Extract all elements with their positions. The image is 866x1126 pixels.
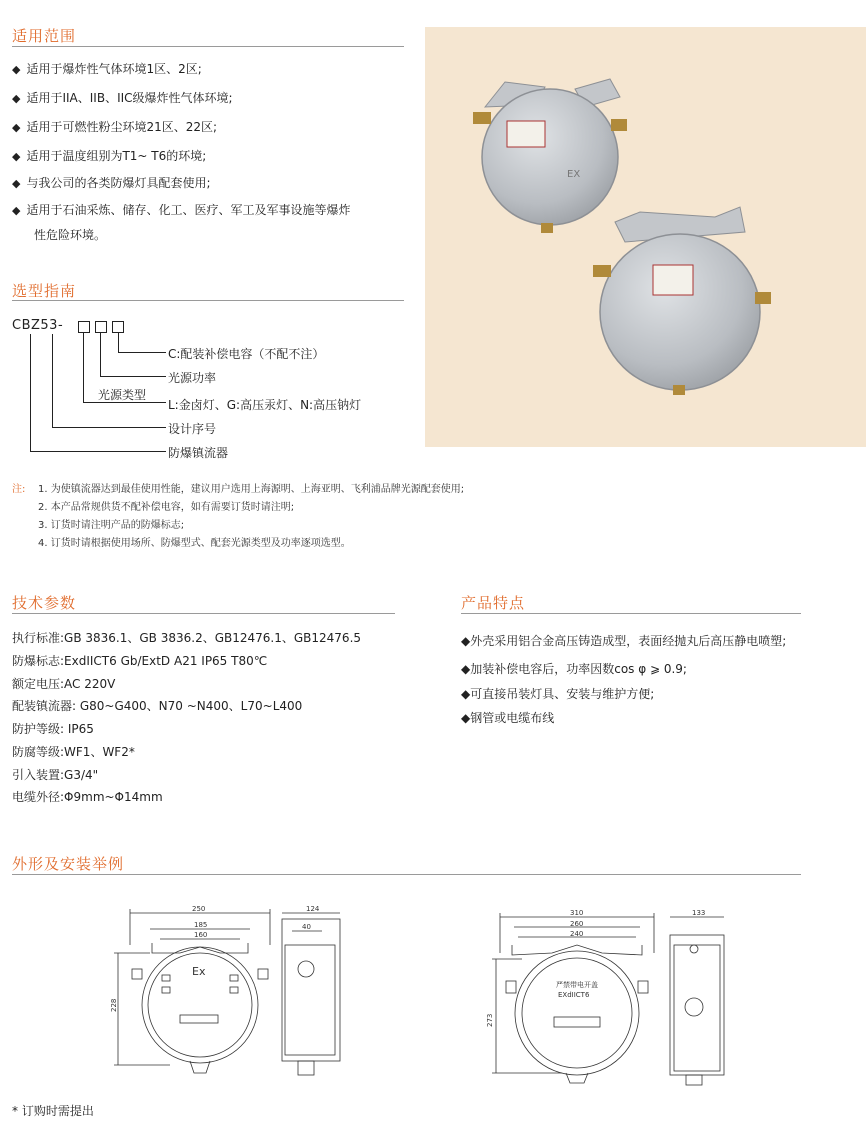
- param-item: 防护等级: IP65: [12, 722, 94, 736]
- connector-line: [52, 334, 53, 428]
- option-lamp-types: L:金卤灯、G:高压汞灯、N:高压钠灯: [168, 398, 362, 412]
- dim-label: 273: [486, 1013, 494, 1027]
- model-code: CBZ53-: [12, 318, 64, 333]
- selection-rule: [12, 300, 404, 301]
- connector-line: [52, 427, 166, 428]
- param-item: 防爆标志:ExdIICT6 Gb/ExtD A21 IP65 T80℃: [12, 654, 268, 668]
- product-photo: [425, 27, 866, 447]
- dim-label: 250: [192, 905, 206, 913]
- param-item: 额定电压:AC 220V: [12, 677, 116, 691]
- option-box: [78, 321, 90, 333]
- diamond-bullet-icon: ◆: [12, 177, 21, 190]
- param-item: 执行标准:GB 3836.1、GB 3836.2、GB12476.1、GB12476.5: [12, 631, 362, 645]
- option-product: 防爆镇流器: [168, 446, 229, 460]
- scope-rule: [12, 46, 404, 47]
- feature-item: ◆加装补偿电容后，功率因数cos φ ⩾ 0.9;: [461, 662, 687, 676]
- notes-prefix: 注:: [12, 484, 26, 495]
- scope-item: ◆ 与我公司的各类防爆灯具配套使用;: [12, 176, 211, 190]
- connector-line: [118, 333, 119, 353]
- dim-label: 160: [194, 931, 208, 939]
- dim-label: 185: [194, 921, 208, 929]
- ex-mark: Ex: [192, 965, 206, 978]
- features-title: 产品特点: [461, 594, 526, 612]
- scope-item: ◆ 适用于温度组别为T1~ T6的环境;: [12, 149, 207, 163]
- svg-text:EX: EX: [567, 169, 581, 180]
- option-design-no: 设计序号: [168, 422, 217, 436]
- note-item: 2. 本产品常规供货不配补偿电容，如有需要订货时请注明;: [38, 502, 295, 513]
- scope-item-continuation: 性危险环境。: [34, 228, 107, 242]
- connector-line: [30, 451, 166, 452]
- install-title: 外形及安装举例: [12, 855, 125, 873]
- connector-line: [100, 333, 101, 377]
- product-illustration: [425, 27, 866, 447]
- warning-label: 严禁带电开盖: [556, 981, 598, 989]
- footer-note: * 订购时需提出: [12, 1104, 94, 1118]
- scope-item: ◆ 适用于石油采炼、储存、化工、医疗、军工及军事设施等爆炸: [12, 203, 351, 217]
- diamond-bullet-icon: ◆: [12, 150, 21, 163]
- diamond-bullet-icon: ◆: [12, 92, 21, 105]
- dim-label: 240: [570, 930, 584, 938]
- scope-item: ◆ 适用于爆炸性气体环境1区、2区;: [12, 62, 202, 76]
- connector-line: [118, 352, 166, 353]
- connector-line: [83, 333, 84, 403]
- param-item: 引入装置:G3/4": [12, 768, 99, 782]
- dim-label: 260: [570, 920, 584, 928]
- diamond-bullet-icon: ◆: [12, 121, 21, 134]
- drawing-small: [110, 905, 370, 1090]
- dim-label: 124: [306, 905, 320, 913]
- scope-title: 适用范围: [12, 27, 77, 45]
- install-rule: [12, 874, 801, 875]
- note-item: 1. 为使镇流器达到最佳使用性能，建议用户选用上海源明、上海亚明、飞利浦品牌光源配套使用;: [38, 484, 465, 495]
- option-capacitor: C:配装补偿电容（不配不注）: [168, 347, 325, 361]
- param-item: 电缆外径:Φ9mm~Φ14mm: [12, 790, 163, 804]
- dim-label: 310: [570, 909, 584, 917]
- connector-line: [100, 376, 166, 377]
- dim-label: 133: [692, 909, 706, 917]
- diamond-bullet-icon: ◆: [12, 63, 21, 76]
- note-item: 4. 订货时请根据使用场所、防爆型式、配套光源类型及功率逐项选型。: [38, 538, 351, 549]
- tech-rule: [12, 613, 395, 614]
- ballast-unit-upper: [473, 79, 627, 233]
- diamond-bullet-icon: ◆: [12, 204, 21, 217]
- feature-item: ◆可直接吊装灯具、安装与维护方便;: [461, 687, 655, 701]
- ballast-unit-lower: [593, 207, 771, 395]
- drawing-large: [482, 905, 742, 1090]
- note-item: 3. 订货时请注明产品的防爆标志;: [38, 520, 185, 531]
- option-type-label: 光源类型: [98, 388, 147, 402]
- param-item: 配装镇流器: G80~G400、N70 ~N400、L70~L400: [12, 699, 303, 713]
- dim-label: 40: [302, 923, 311, 931]
- option-box: [112, 321, 124, 333]
- feature-item: ◆外壳采用铝合金高压铸造成型，表面经抛丸后高压静电喷塑;: [461, 634, 787, 648]
- option-box: [95, 321, 107, 333]
- scope-item: ◆ 适用于可燃性粉尘环境21区、22区;: [12, 120, 218, 134]
- option-power: 光源功率: [168, 371, 217, 385]
- tech-title: 技术参数: [12, 594, 77, 612]
- ex-marking: EXdIICT6: [558, 991, 590, 999]
- param-item: 防腐等级:WF1、WF2*: [12, 745, 135, 759]
- dim-label: 228: [110, 998, 118, 1012]
- selection-title: 选型指南: [12, 282, 77, 300]
- features-rule: [461, 613, 801, 614]
- scope-item: ◆ 适用于IIA、IIB、IIC级爆炸性气体环境;: [12, 91, 233, 105]
- connector-line: [30, 334, 31, 452]
- feature-item: ◆钢管或电缆布线: [461, 711, 555, 725]
